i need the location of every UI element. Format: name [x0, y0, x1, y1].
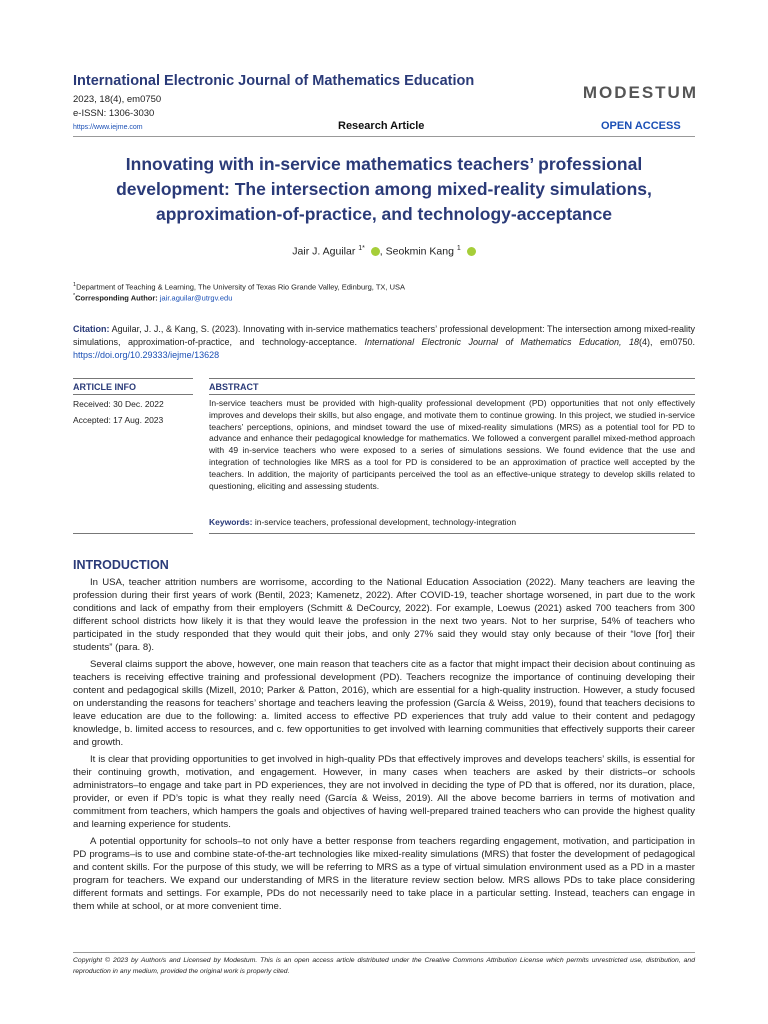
abstract-heading: ABSTRACT: [209, 382, 259, 392]
affiliation: [73, 282, 405, 292]
doi-link[interactable]: https://doi.org/10.29333/iejme/13628: [73, 350, 220, 360]
body-paragraph: Several claims support the above, however, one main reason that teachers cite as a factor that might impact their decision about continuing as teachers is receiving effective training and professional development (PD). Teachers recognize the importance of continuing developing their content and pedagogical skills (Mizell, 2010; Parker & Patton, 2016), which are essential for a high-quality instruction. However, a study focused on understanding the reasons for teachers’ shortage and teachers leaving the profession (García & Weiss, 2019), found that teachers decisions to leave education are due to the following: a. limited access to effective PD experiences that truly add value to their content and pedagogy knowledge, b. limited access to resources, and c. few opportunities to get involved with learning communities that effectively supports their career and growth.: [73, 659, 695, 748]
article-title-line: Innovating with in-service mathematics teachers’ professional: [125, 154, 643, 174]
article-info-head-rule: [73, 394, 193, 395]
received-date: Received: 30 Dec. 2022: [73, 399, 164, 409]
volume-line: 2023, 18(4), em0750: [73, 94, 162, 105]
body-paragraph: A potential opportunity for schools–to not only have a better response from teachers regarding engagement, motivation, and participation in PD programs–is to use and combine state-of-the-art technologies like mixed-reality simulations (MRS) that foster the development of pedagogical and content skills. For the purpose of this study, we will be referring to MRS as a type of virtual simulation environment used as a PD in a master program for teachers. We expand our understanding of MRS in the literature review section below. MRS allows PDs to take place considering different formats and settings. For example, PDs do not necessarily need to take place in a particular setting. Instead, teachers can engage in them while at school, or at more convenient time.: [73, 836, 695, 912]
abstract-top-rule: [209, 378, 695, 379]
citation-issue: (4), em0750.: [639, 337, 695, 347]
header-divider: [73, 136, 695, 137]
corresponding-label: Corresponding Author:: [75, 293, 158, 303]
keywords-text: in-service teachers, professional development, technology-integration: [254, 517, 517, 527]
journal-url-link[interactable]: https://www.iejme.com: [73, 124, 143, 131]
citation-journal: International Electronic Journal of Mathematics Education, 18: [364, 337, 639, 347]
section-heading: INTRODUCTION: [73, 558, 169, 572]
body-paragraph: In USA, teacher attrition numbers are worrisome, according to the National Education Association (2022). Many teachers are leaving the profession during their first years of work (Bentil, 2023; Kamenetz, 2022). After COVID-19, teacher shortage worsened, in part due to the work conditions and lack of empathy from their employers (Schmitt & DeCourcy, 2022). For example, Loewus (2021) asked 700 teachers from 300 different school districts how likely it is that they would leave the profession in the next two years. Not to her surprise, 54% of teachers who participated in the study responded that they would quit their jobs, and only 27% said they would stay only because of their “love [for] their students” (para. 8).: [73, 577, 695, 653]
article-info-top-rule: [73, 378, 193, 379]
citation-block: [73, 323, 695, 362]
author-list: [0, 245, 768, 258]
article-info-heading: ARTICLE INFO: [73, 382, 136, 392]
corresponding-mark: *: [73, 293, 76, 299]
copyright-notice: Copyright © 2023 by Author/s and Licensed by Modestum. This is an open access article distributed under the Creative Commons Attribution License which permits unrestricted use, distribution, and reproduction in any medium, provided the original work is properly cited.: [73, 957, 695, 975]
article-info-bottom-rule: [73, 533, 193, 534]
author-name: Jair J. Aguilar: [292, 245, 356, 258]
abstract-head-rule: [209, 394, 695, 395]
issn-line: e-ISSN: 1306-3030: [73, 108, 155, 119]
abstract-bottom-rule: [209, 533, 695, 534]
article-type: Research Article: [338, 120, 425, 132]
citation-text: Aguilar, J. J., & Kang, S. (2023). Innovating with in-service mathematics teachers’ professional development: The intersection among mixed-reality simulations, approximation-of-practice, and technology-acceptance.: [73, 324, 695, 347]
publisher-logo: MODESTUM: [582, 83, 698, 102]
orcid-icon[interactable]: [371, 247, 380, 256]
footer-divider: [73, 952, 695, 953]
orcid-icon[interactable]: [467, 247, 476, 256]
author-name: Seokmin Kang: [385, 245, 454, 258]
author-affiliation-mark: 1*: [358, 245, 365, 252]
article-title-line: development: The intersection among mixed-reality simulations,: [116, 179, 652, 199]
keywords-label: Keywords:: [209, 517, 253, 527]
citation-label: Citation:: [73, 324, 110, 334]
corresponding-author: [73, 293, 232, 303]
introduction-body: [73, 576, 695, 917]
affiliation-text: Department of Teaching & Learning, The University of Texas Rio Grande Valley, Edinburg, TX, USA: [76, 282, 405, 292]
author-affiliation-mark: 1: [456, 245, 461, 252]
abstract-text: In-service teachers must be provided with high-quality professional development (PD) opportunities that not only effectively improves and develops their skills, but also engage, and motivate them to continue growing. In this project, we studied in-service teachers’ perceptions, opinions, and mindset toward the use of mixed-reality simulations (MRS) as a potential tool for PD to advance and enhance their pedagogical knowledge for mathematics. We followed a convergent parallel mixed-method approach with 49 in-service teachers who were exposed to a series of simulations sessions. We found evidence that the use and integration of technologies like MRS as a tool for PD is considered to be an approximation of practice well accepted by the teachers. In addition, the majority of participants perceived the tool as an effective-unique strategy to develop skills related to questioning, eliciting and assessing students.: [209, 398, 695, 491]
open-access-badge: OPEN ACCESS: [601, 120, 681, 132]
body-paragraph: It is clear that providing opportunities to get involved in high-quality PDs that effectively improves and develops teachers’ skills, is essential for their continuing growth, motivation, and engagement. However, in many cases when teachers are asked by their districts–or schools administrators–to engage and take part in PD experiences, they are not involved in deciding the type of PD that is offered, nor its duration, place, provider, or even if PD’s topic is what they really need (García & Weiss, 2019). All the above become barriers in terms of motivation and commitment from teachers, which hampers the goals and objectives of having well-prepared trained teachers who can provide the highest quality and learning experience for students.: [73, 754, 695, 830]
article-title: [60, 152, 708, 227]
author-separator: ,: [379, 245, 386, 258]
affiliation-mark: 1: [73, 282, 77, 288]
corresponding-email-link[interactable]: jair.aguilar@utrgv.edu: [159, 293, 233, 303]
accepted-date: Accepted: 17 Aug. 2023: [73, 415, 164, 425]
article-title-line: approximation-of-practice, and technology-acceptance: [155, 204, 613, 224]
keywords: [209, 517, 516, 527]
journal-title: International Electronic Journal of Mathematics Education: [73, 73, 475, 89]
